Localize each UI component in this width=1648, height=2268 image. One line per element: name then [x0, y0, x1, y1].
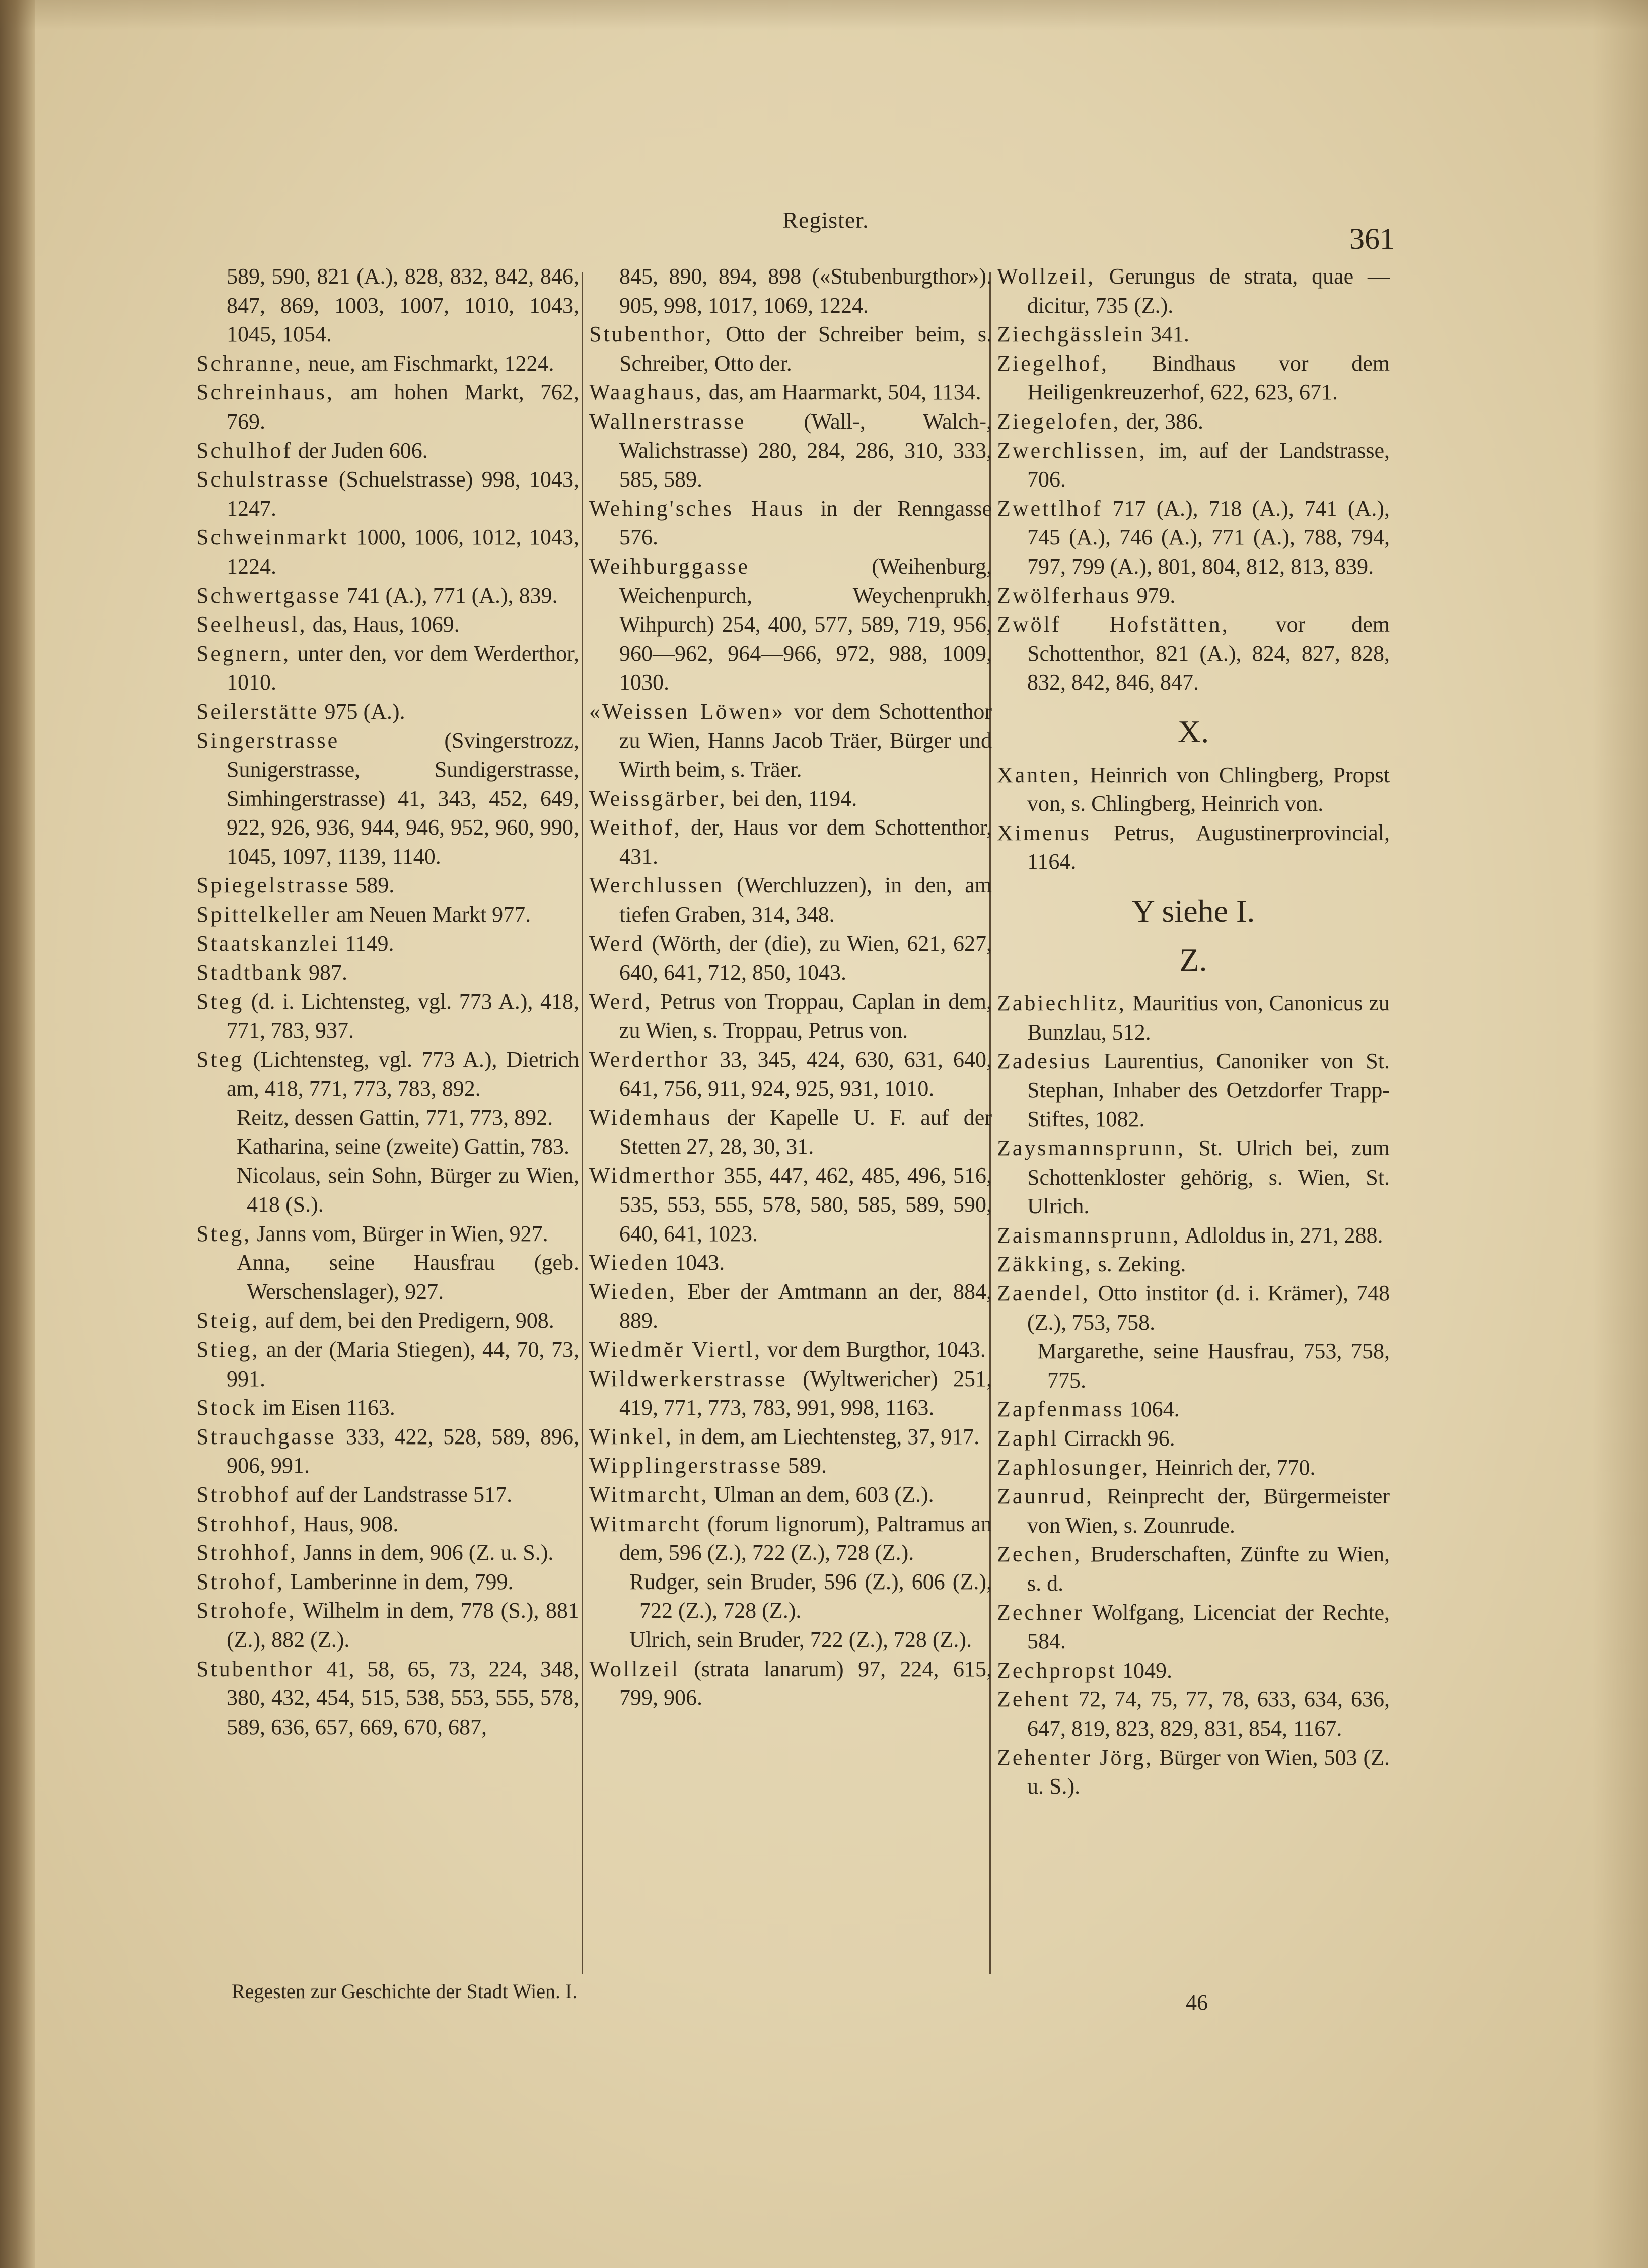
- index-headword: Werchlussen: [589, 873, 724, 898]
- index-entry: [997, 349, 1390, 407]
- index-headword: Widemhaus: [589, 1105, 712, 1130]
- index-entry: [196, 697, 579, 726]
- index-references: Otto der Schreiber beim, s. Schreiber, Otto der.: [619, 322, 992, 376]
- index-headword: Zwölferhaus: [997, 583, 1131, 608]
- footer-note: Regesten zur Geschichte der Stadt Wien. I.: [232, 1980, 578, 2003]
- index-entry: [589, 407, 992, 494]
- index-headword: Zehenter Jörg,: [997, 1745, 1154, 1770]
- index-references: Petrus, Augustinerprovincial, 1164.: [1027, 820, 1390, 874]
- index-references: (Lichtensteg, vgl. 773 A.), Dietrich am, 418, 771, 773, 783, 892.: [227, 1047, 579, 1101]
- index-references: 1049.: [1116, 1658, 1172, 1683]
- index-references: auf der Landstrasse 517.: [290, 1482, 513, 1507]
- index-headword: Steig,: [196, 1308, 260, 1333]
- index-entry: [589, 1103, 992, 1161]
- index-references: Cirrackh 96.: [1058, 1425, 1175, 1451]
- index-references: 1000, 1006, 1012, 1043, 1224.: [227, 525, 579, 579]
- index-column-1: [196, 262, 579, 1741]
- index-references: im Eisen 1163.: [257, 1395, 395, 1420]
- index-references: Haus, 908.: [298, 1511, 399, 1536]
- index-headword: Zechpropst: [997, 1658, 1117, 1683]
- index-entry: [589, 320, 992, 378]
- index-entry: [196, 581, 579, 610]
- index-references: 1043.: [669, 1250, 725, 1275]
- index-headword: Werderthor: [589, 1047, 710, 1072]
- index-entry: [997, 581, 1390, 610]
- index-entry: [997, 320, 1390, 349]
- index-headword: Segnern,: [196, 641, 291, 666]
- index-references: in der Renngasse 576.: [619, 496, 992, 550]
- section-heading-y: Y siehe I.: [1131, 892, 1255, 929]
- index-entry: [196, 871, 579, 900]
- index-references: Janns in dem, 906 (Z. u. S.).: [298, 1540, 554, 1565]
- index-headword: Widmerthor: [589, 1163, 717, 1188]
- index-entry: [997, 1598, 1390, 1656]
- index-references: Janns vom, Bürger in Wien, 927.: [251, 1221, 548, 1246]
- index-entry: [196, 1103, 579, 1132]
- index-headword: Schwertgasse: [196, 583, 341, 608]
- index-headword: Ziegelhof,: [997, 351, 1109, 376]
- index-headword: Ziechgässlein: [997, 322, 1145, 347]
- index-references: vor dem Burgthor, 1043.: [762, 1337, 986, 1362]
- index-headword: Stadtbank: [196, 960, 303, 985]
- index-entry: [997, 1047, 1390, 1134]
- index-references: bei den, 1194.: [727, 786, 857, 811]
- index-entry: [196, 1306, 579, 1335]
- index-references: (Wörth, der (die), zu Wien, 621, 627, 640, 641, 712, 850, 1043.: [619, 931, 992, 985]
- index-references: Eber der Amtmann an der, 884, 889.: [619, 1279, 992, 1333]
- index-references: das, Haus, 1069.: [307, 612, 460, 637]
- index-headword: Wollzeil: [589, 1656, 680, 1681]
- index-entry: [997, 407, 1390, 436]
- index-headword: Steg: [196, 989, 244, 1014]
- index-headword: Schweinmarkt: [196, 525, 349, 550]
- index-entry: [589, 1451, 992, 1480]
- index-entry: [196, 900, 579, 929]
- index-headword: Zechner: [997, 1600, 1084, 1625]
- index-entry: [997, 1250, 1390, 1279]
- index-headword: Seilerstätte: [196, 699, 319, 724]
- index-entry: [997, 1482, 1390, 1540]
- index-entry: [589, 929, 992, 987]
- index-entry: [196, 262, 579, 349]
- index-references: am Neuen Markt 977.: [331, 902, 531, 927]
- index-entry: [589, 1480, 992, 1509]
- index-entry: [589, 1277, 992, 1335]
- index-references: Gerungus de strata, quae — dicitur, 735 (Z.).: [1027, 264, 1390, 318]
- index-entry: [196, 523, 579, 581]
- index-entry: [589, 1161, 992, 1248]
- index-references: (forum lignorum), Paltramus an dem, 596 (Z.), 722 (Z.), 728 (Z.).: [619, 1511, 992, 1565]
- index-references: 845, 890, 894, 898 («Stubenburgthor»). 905, 998, 1017, 1069, 1224.: [619, 264, 992, 318]
- index-headword: Seelheusl,: [196, 612, 307, 637]
- index-entry: [589, 813, 992, 871]
- index-entry: [997, 1424, 1390, 1453]
- index-entry: [589, 697, 992, 784]
- index-headword: Spiegelstrasse: [196, 873, 350, 898]
- index-headword: Wiedmĕr Viertl,: [589, 1337, 762, 1362]
- index-references: 975 (A.).: [319, 699, 405, 724]
- index-entry: [997, 1743, 1390, 1801]
- index-headword: Weihburggasse: [589, 554, 750, 579]
- index-headword: Zaphl: [997, 1425, 1059, 1451]
- index-references: Bruderschaften, Zünfte zu Wien, s. d.: [1027, 1542, 1390, 1596]
- section-heading-z: Z.: [1179, 942, 1207, 978]
- index-references: s. Zeking.: [1092, 1252, 1186, 1277]
- index-references: 333, 422, 528, 589, 896, 906, 991.: [227, 1424, 579, 1478]
- index-references: 741 (A.), 771 (A.), 839.: [341, 583, 558, 608]
- index-headword: Strohof,: [196, 1569, 284, 1594]
- index-headword: Strohhof,: [196, 1540, 298, 1565]
- index-entry: [997, 262, 1390, 320]
- index-references: (Werchluzzen), in den, am tiefen Graben, 314, 348.: [619, 873, 992, 927]
- index-references: Reinprecht der, Bürgermeister von Wien, s. Zounrude.: [1027, 1484, 1390, 1538]
- index-headword: «Weissen Löwen»: [589, 699, 785, 724]
- index-entry: [997, 761, 1390, 818]
- index-entry: [196, 349, 579, 378]
- index-entry: [589, 987, 992, 1045]
- index-entry: [589, 1422, 992, 1452]
- index-group-x: [997, 761, 1390, 876]
- index-entry: [196, 929, 579, 958]
- index-entry: [589, 1045, 992, 1103]
- index-entry: [589, 1655, 992, 1712]
- index-entry: [196, 1655, 579, 1742]
- index-entry: [196, 987, 579, 1045]
- index-headword: Schulstrasse: [196, 467, 330, 492]
- index-references: das, am Haarmarkt, 504, 1134.: [703, 380, 981, 405]
- index-headword: Zaphlosunger,: [997, 1455, 1150, 1480]
- index-references: 41, 58, 65, 73, 224, 348, 380, 432, 454, 515, 538, 553, 555, 578, 589, 636, 657, 669, 670, 687,: [227, 1656, 579, 1739]
- index-column-3: [997, 262, 1390, 1801]
- index-headword: Strauchgasse: [196, 1424, 336, 1449]
- index-references: Ulman an dem, 603 (Z.).: [708, 1482, 934, 1507]
- index-headword: Zechen,: [997, 1542, 1082, 1567]
- index-entry: [997, 1134, 1390, 1221]
- index-headword: Zabiechlitz,: [997, 991, 1126, 1016]
- index-references: Wilhelm in dem, 778 (S.), 881 (Z.), 882 (Z.).: [227, 1598, 579, 1652]
- index-entry: [589, 871, 992, 929]
- index-references: Otto institor (d. i. Krämer), 748 (Z.), 753, 758.: [1027, 1281, 1390, 1335]
- index-group-w-z: [997, 262, 1390, 697]
- index-entry: [196, 436, 579, 465]
- index-headword: Stubenthor,: [589, 322, 713, 347]
- index-headword: Strohhof,: [196, 1511, 298, 1536]
- index-entry: [196, 958, 579, 987]
- index-headword: Zwerchlissen,: [997, 438, 1147, 463]
- index-headword: Stubenthor: [196, 1656, 314, 1681]
- index-references: Adloldus in, 271, 288.: [1180, 1222, 1383, 1248]
- index-references: der Juden 606.: [292, 438, 428, 463]
- index-entry: [196, 610, 579, 639]
- index-references: Wolfgang, Licenciat der Rechte, 584.: [1027, 1600, 1390, 1654]
- index-references: 987.: [303, 960, 347, 985]
- index-references: auf dem, bei den Predigern, 908.: [259, 1308, 554, 1333]
- index-headword: Stock: [196, 1395, 257, 1420]
- index-references: der Kapelle U. F. auf der Stetten 27, 28, 30, 31.: [619, 1105, 992, 1159]
- index-references: unter den, vor dem Werderthor, 1010.: [227, 641, 579, 695]
- index-entry: [196, 1132, 579, 1161]
- index-headword: Singerstrasse: [196, 728, 340, 753]
- index-entry: [589, 1509, 992, 1567]
- index-references: 589.: [782, 1453, 827, 1478]
- index-headword: Werd: [589, 931, 645, 956]
- index-headword: Zaunrud,: [997, 1484, 1094, 1509]
- page-top-shadow: [0, 0, 1648, 30]
- index-references: St. Ulrich bei, zum Schottenkloster gehörig, s. Wien, St. Ulrich.: [1027, 1136, 1390, 1219]
- index-entry: [997, 1395, 1390, 1424]
- index-headword: Stieg,: [196, 1337, 260, 1362]
- index-references: (Schuelstrasse) 998, 1043, 1247.: [227, 467, 579, 521]
- index-headword: Witmarcht: [589, 1511, 701, 1536]
- index-headword: Wollzeil,: [997, 264, 1095, 289]
- section-heading-x: X.: [1177, 713, 1209, 749]
- index-headword: Wallnerstrasse: [589, 408, 746, 434]
- index-references: Petrus von Troppau, Caplan in dem, zu Wien, s. Troppau, Petrus von.: [619, 989, 992, 1043]
- index-references: vor dem Schottenthor zu Wien, Hanns Jacob Träer, Bürger und Wirth beim, s. Träer.: [619, 699, 992, 782]
- index-references: 72, 74, 75, 77, 78, 633, 634, 636, 647, 819, 823, 829, 831, 854, 1167.: [1027, 1687, 1390, 1741]
- index-references: Heinrich von Chlingberg, Propst von, s. Chlingberg, Heinrich von.: [1027, 762, 1390, 816]
- index-headword: Witmarcht,: [589, 1482, 709, 1507]
- index-entry: [589, 1364, 992, 1422]
- index-references: 589, 590, 821 (A.), 828, 832, 842, 846, 847, 869, 1003, 1007, 1010, 1043, 1045, 1054.: [227, 264, 579, 347]
- index-headword: Wipplingerstrasse: [589, 1453, 782, 1478]
- page-number: 361: [1349, 222, 1395, 255]
- index-headword: Weithof,: [589, 815, 682, 840]
- index-references: im, auf der Landstrasse, 706.: [1027, 438, 1390, 492]
- index-references: Rudger, sein Bruder, 596 (Z.), 606 (Z.), 722 (Z.), 728 (Z.).: [629, 1569, 992, 1623]
- index-entry: [196, 1538, 579, 1567]
- index-headword: Schreinhaus,: [196, 380, 335, 405]
- index-entry: [589, 1625, 992, 1655]
- page-edge-shadow: [1593, 0, 1648, 2268]
- index-headword: Wieden,: [589, 1279, 677, 1304]
- index-references: in dem, am Liechtensteg, 37, 917.: [673, 1424, 980, 1449]
- index-headword: Schulhof: [196, 438, 293, 463]
- index-headword: Zwettlhof: [997, 496, 1103, 521]
- index-references: Ulrich, sein Bruder, 722 (Z.), 728 (Z.).: [629, 1627, 972, 1652]
- index-entry: [997, 818, 1390, 876]
- running-head: Register.: [782, 207, 869, 233]
- index-references: an der (Maria Stiegen), 44, 70, 73, 991.: [227, 1337, 579, 1391]
- index-headword: Zwölf Hofstätten,: [997, 612, 1230, 637]
- index-entry: [589, 1248, 992, 1277]
- index-entry: [997, 1337, 1390, 1395]
- index-entry: [997, 1685, 1390, 1743]
- index-entry: [196, 465, 579, 523]
- index-entry: [196, 378, 579, 436]
- index-entry: [589, 784, 992, 813]
- index-entry: [589, 1335, 992, 1364]
- index-entry: [997, 610, 1390, 697]
- index-entry: [997, 1453, 1390, 1482]
- index-headword: Ziegelofen,: [997, 408, 1121, 434]
- index-entry: [589, 262, 992, 320]
- index-entry: [997, 1656, 1390, 1685]
- index-headword: Steg: [196, 1047, 244, 1072]
- index-entry: [997, 1279, 1390, 1337]
- index-entry: [196, 1596, 579, 1654]
- index-headword: Xanten,: [997, 762, 1081, 787]
- index-entry: [997, 1221, 1390, 1250]
- index-references: 589.: [350, 873, 395, 898]
- index-headword: Zadesius: [997, 1049, 1092, 1074]
- index-entry: [196, 1480, 579, 1509]
- index-headword: Schranne,: [196, 351, 303, 376]
- index-references: (d. i. Lichtensteg, vgl. 773 A.), 418, 771, 783, 937.: [227, 989, 579, 1043]
- index-references: 979.: [1131, 583, 1176, 608]
- index-column-2: [589, 262, 992, 1712]
- index-entry: [997, 436, 1390, 494]
- index-entry: [196, 1393, 579, 1422]
- index-references: 33, 345, 424, 630, 631, 640, 641, 756, 911, 924, 925, 931, 1010.: [619, 1047, 992, 1101]
- index-references: 1149.: [339, 931, 394, 956]
- index-headword: Strobhof: [196, 1482, 290, 1507]
- index-references: der, 386.: [1120, 408, 1203, 434]
- index-entry: [196, 1422, 579, 1480]
- printer-signature: 46: [1186, 1990, 1208, 2015]
- index-entry: [196, 1248, 579, 1306]
- index-entry: [997, 1540, 1390, 1598]
- index-headword: Werd,: [589, 989, 653, 1014]
- index-references: Bürger von Wien, 503 (Z. u. S.).: [1027, 1745, 1390, 1799]
- index-references: Katharina, seine (zweite) Gattin, 783.: [237, 1134, 569, 1159]
- index-entry: [196, 1567, 579, 1597]
- index-entry: [589, 1567, 992, 1625]
- index-headword: Spittelkeller: [196, 902, 331, 927]
- book-spine-shadow: [0, 0, 35, 2268]
- index-headword: Winkel,: [589, 1424, 673, 1449]
- index-headword: Wildwerkerstrasse: [589, 1366, 787, 1391]
- index-entry: [997, 494, 1390, 581]
- index-references: Heinrich der, 770.: [1150, 1455, 1316, 1480]
- index-entry: [196, 1161, 579, 1219]
- index-headword: Zehent: [997, 1687, 1071, 1712]
- index-entry: [589, 552, 992, 697]
- index-entry: [589, 494, 992, 552]
- index-references: 1064.: [1124, 1397, 1180, 1422]
- index-references: der, Haus vor dem Schottenthor, 431.: [619, 815, 992, 869]
- index-references: Reitz, dessen Gattin, 771, 773, 892.: [237, 1105, 553, 1130]
- index-headword: Waaghaus,: [589, 380, 703, 405]
- index-references: (Wall-, Walch-, Walichstrasse) 280, 284, 286, 310, 333, 585, 589.: [619, 408, 992, 492]
- index-headword: Zaendel,: [997, 1281, 1090, 1305]
- index-entry: [196, 1045, 579, 1103]
- index-references: Mauritius von, Canonicus zu Bunzlau, 512.: [1027, 991, 1390, 1045]
- index-headword: Zaismannsprunn,: [997, 1222, 1181, 1248]
- index-headword: Steg,: [196, 1221, 252, 1246]
- column-rule-left: [582, 272, 583, 1974]
- index-group-z: [997, 989, 1390, 1801]
- index-headword: Ximenus: [997, 820, 1091, 845]
- index-entry: [997, 989, 1390, 1047]
- index-references: Lamberinne in dem, 799.: [284, 1569, 514, 1594]
- index-references: vor dem Schottenthor, 821 (A.), 824, 827, 828, 832, 842, 846, 847.: [1027, 612, 1390, 695]
- index-headword: Staatskanzlei: [196, 931, 340, 956]
- index-headword: Zäkking,: [997, 1252, 1093, 1277]
- index-references: 355, 447, 462, 485, 496, 516, 535, 553, 555, 578, 580, 585, 589, 590, 640, 641, 1023.: [619, 1163, 992, 1246]
- index-headword: Wieden: [589, 1250, 670, 1275]
- index-headword: Zaysmannsprunn,: [997, 1136, 1186, 1161]
- index-references: 717 (A.), 718 (A.), 741 (A.), 745 (A.), 746 (A.), 771 (A.), 788, 794, 797, 799 (A.), 801, 804, 812, 813, 839.: [1027, 496, 1390, 579]
- index-references: (Wyltwericher) 251, 419, 771, 773, 783, 991, 998, 1163.: [619, 1366, 992, 1420]
- index-headword: Strohofe,: [196, 1598, 297, 1623]
- index-headword: Zapfenmass: [997, 1397, 1124, 1422]
- index-references: Bindhaus vor dem Heiligenkreuzerhof, 622, 623, 671.: [1027, 351, 1390, 405]
- index-references: (Weihenburg, Weichenpurch, Weychenprukh, Wihpurch) 254, 400, 577, 589, 719, 956, 960—962, 964—966, 972, 988, 1009, 1030.: [619, 554, 992, 695]
- index-entry: [196, 1219, 579, 1249]
- index-references: Laurentius, Canoniker von St. Stephan, Inhaber des Oetzdorfer Trapp-Stiftes, 1082.: [1027, 1049, 1390, 1132]
- index-references: 341.: [1144, 322, 1189, 347]
- index-references: (strata lanarum) 97, 224, 615, 799, 906.: [619, 1656, 992, 1710]
- index-references: (Svingerstrozz, Sunigerstrasse, Sundigerstrasse, Simhingerstrasse) 41, 343, 452, 649, 922, 926, 936, 944, 946, 952, 960, 990, 1045, 1097, 1139, 1140.: [227, 728, 579, 869]
- index-entry: [196, 726, 579, 871]
- index-entry: [196, 1509, 579, 1539]
- index-entry: [589, 378, 992, 407]
- index-references: Margarethe, seine Hausfrau, 753, 758, 775.: [1037, 1339, 1390, 1393]
- index-references: Nicolaus, sein Sohn, Bürger zu Wien, 418 (S.).: [237, 1163, 579, 1217]
- index-references: Anna, seine Hausfrau (geb. Werschenslager), 927.: [237, 1250, 579, 1304]
- index-entry: [196, 639, 579, 697]
- index-entry: [196, 1335, 579, 1393]
- index-headword: Wehing'sches Haus: [589, 496, 805, 521]
- index-headword: Weissgärber,: [589, 786, 727, 811]
- index-references: neue, am Fischmarkt, 1224.: [302, 351, 554, 376]
- index-references: am hohen Markt, 762, 769.: [227, 380, 579, 434]
